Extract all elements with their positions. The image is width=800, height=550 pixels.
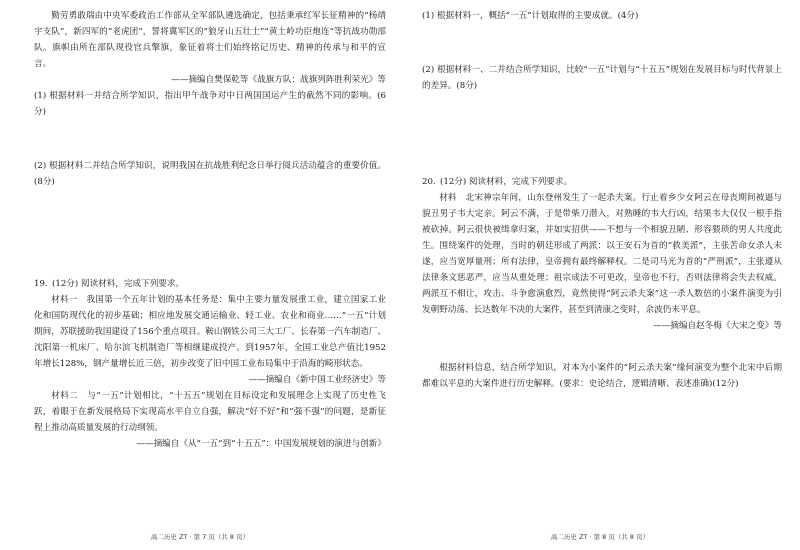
question-instruction: (12分) 阅读材料，完成下列要求。 <box>440 177 573 187</box>
material-one <box>34 292 386 372</box>
question-20-heading <box>422 174 782 190</box>
question-20-task: 根据材料信息，结合所学知识，对本为小案件的“阿云杀夫案”缘何演变为整个北宋中后期都难以平息的大案件进行历史解释。(要求：史论结合，逻辑清晰、表述准确)(12分) <box>422 363 782 389</box>
question-number: (2) <box>34 161 47 171</box>
source-citation-3: ——摘编自《从“一五”到“十五五”：中国发展规划的演进与创新》 <box>136 439 386 449</box>
source-citation-1: ——摘编自樊保乾等《战旗方队：战旗列阵胜利荣光》等 <box>171 75 386 85</box>
source-citation: ——摘编自赵冬梅《大宋之变》等 <box>653 321 782 331</box>
question-text: 根据材料一，概括“一五”计划取得的主要成就。(4分) <box>436 11 639 21</box>
question-text: 根据材料一并结合所学知识，指出甲午战争对中日两国国运产生的截然不同的影响。(6分) <box>34 91 387 117</box>
question-number: 19. <box>34 279 48 289</box>
question-number: (1) <box>34 91 47 101</box>
material-two <box>34 388 386 436</box>
question-19-b <box>422 62 782 94</box>
answer-space <box>422 94 782 174</box>
material-label: 材料二 <box>51 391 79 401</box>
question-text: 根据材料一、二并结合所学知识，比较“一五”计划与“十五五”规划在发展目标与时代背景上的差异。(8分) <box>422 65 783 91</box>
answer-space <box>34 190 386 276</box>
question-19-2 <box>34 158 386 190</box>
answer-space <box>422 24 782 62</box>
answer-space <box>34 120 386 158</box>
page-8 <box>400 0 800 550</box>
spacer <box>422 334 782 360</box>
question-number: (1) <box>422 11 435 21</box>
page-footer: 高二历史 ZT · 第 7 页（共 8 页） <box>150 533 250 541</box>
material-label: 材料 <box>439 193 457 203</box>
material-two-continuation: 勤劳勇敢瑞由中央军委政治工作部从全军部队遴选确定，包括秉承红军长征精神的“杨靖宇支队”，新四军的“老虎团”，誓将冀军区的“狼牙山五壮士”“黄土岭功臣炮连”等抗战功勋部队。旗帜由所在部队现役官兵擎旗，象征着将士们始终铭记历史、精神的传承与和平的宣言。 <box>34 11 386 69</box>
question-number: (2) <box>422 65 435 75</box>
material-text: 与“一五”计划相比，“十五五”规划在目标设定和发展理念上实现了历史性飞跃，着眼于在新发展格局下实现高水平自立自强，解决“好不好”和“强不强”的问题，是新征程上推动高质量发展的行动纲领。 <box>34 391 386 433</box>
material-label: 材料一 <box>51 295 78 305</box>
material-text: 北宋神宗年间，山东登州发生了一起杀夫案。行止着乡少女阿云在母丧期间被逼与貌丑男子韦大定亲。阿云不满，于是带柴刀潜入，对熟睡的韦大行凶，结果韦大仅仅一根手指被砍掉。阿云很快被缉拿归案，并如实招供——不想与一个相貌丑陋、形容猥琐的男人共度此生。围绕案件的处理，当时的朝廷形成了两派：以王安石为首的“救美派”，主张苦命女杀人未遂，应当宽厚量刑；所有法律，皇帝拥有最终解释权。二是司马光为首的“严刑派”，主张遵从法律条文惩恶严，应当从重处理；祖宗成法不可更改，皇帝也不行，否则法律将会失去权威。两派互不相让，攻击、斗争愈演愈烈，竟然使得“阿云杀夫案”这一杀人数倍的小案件演变为引发朝野动荡、长达数年不决的大案件，甚至到清康之变时，余波仍未平息。 <box>422 193 782 315</box>
question-number: 20. <box>422 177 436 187</box>
question-19-heading <box>34 276 386 292</box>
question-19-a <box>422 8 782 24</box>
source-citation-2: ——摘编自《新中国工业经济史》等 <box>248 375 386 385</box>
question-instruction: (12分) 阅读材料，完成下列要求。 <box>52 279 185 289</box>
page-footer: 高二历史 ZT · 第 8 页（共 8 页） <box>550 533 650 541</box>
question-text: 根据材料二并结合所学知识，说明我国在抗战胜利纪念日举行阅兵活动蕴含的重要价值。(8分) <box>34 161 386 187</box>
material-text-block <box>422 190 782 318</box>
question-19-1 <box>34 88 386 120</box>
material-text: 我国第一个五年计划的基本任务是：集中主要力量发展重工业，建立国家工业化和国防现代化的初步基础；相应地发展交通运输业、轻工业、农业和商业……“一五”计划期间，苏联援助我国建设了156个重点项目。鞍山钢铁公司三大工厂、长春第一汽车制造厂、沈阳第一机床厂、哈尔滨飞机制造厂等相继建成投产。到1957年，全国工业总产值比1952年增长128%，钢产量增长近三倍，初步改变了旧中国工业布局集中于沿海的畸形状态。 <box>34 295 386 369</box>
